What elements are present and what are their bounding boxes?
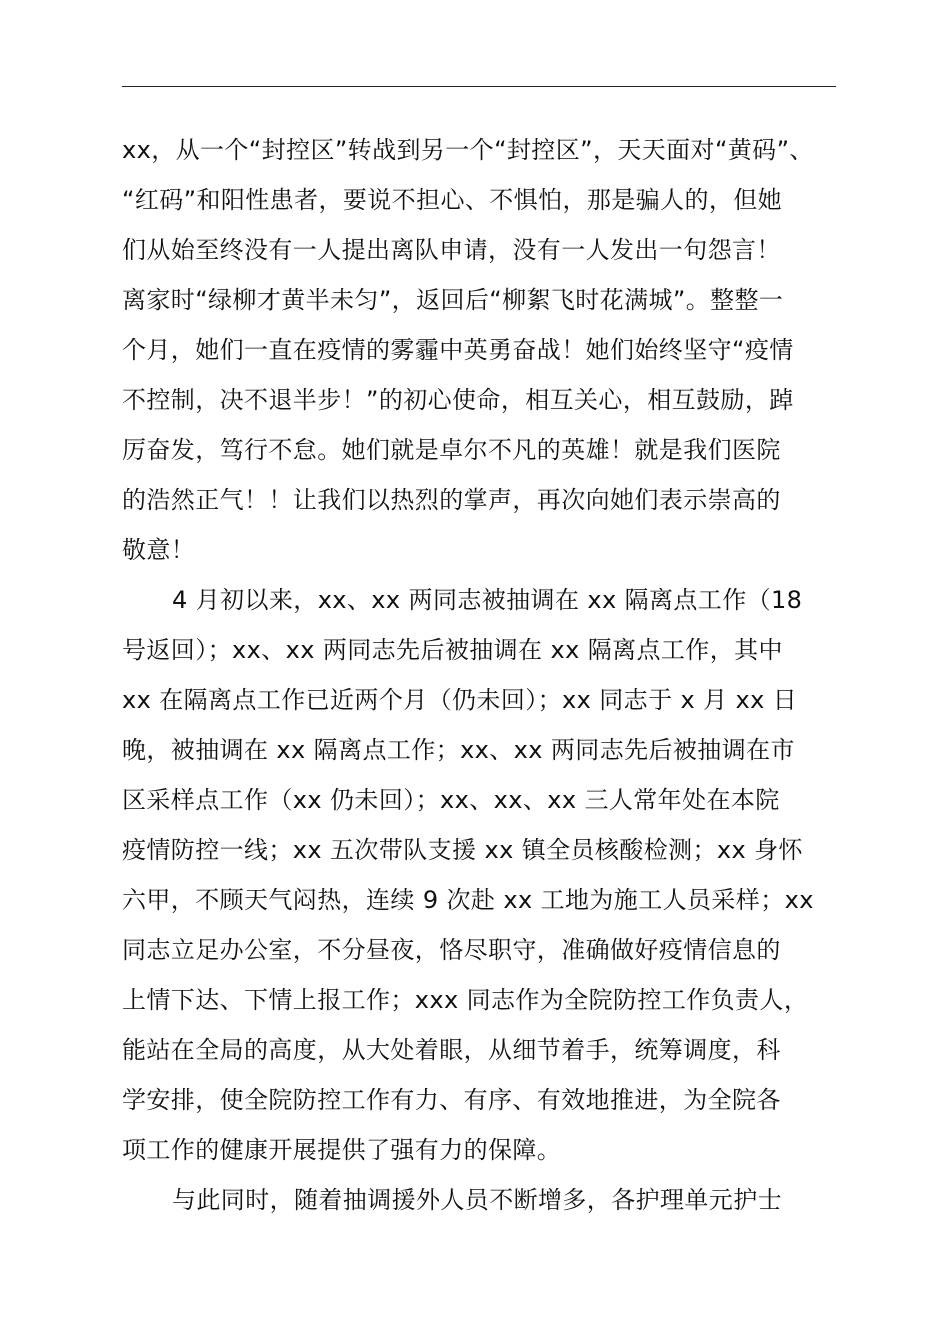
text-line: 号返回）；xx、xx 两同志先后被抽调在 xx 隔离点工作，其中 xyxy=(122,636,783,664)
text-line: 学安排，使全院防控工作有力、有序、有效地推进，为全院各 xyxy=(122,1086,781,1114)
text-line: 同志立足办公室，不分昼夜，恪尽职守，准确做好疫情信息的 xyxy=(122,936,781,964)
text-line: 项工作的健康开展提供了强有力的保障。 xyxy=(122,1136,562,1164)
text-line: 个月，她们一直在疫情的雾霾中英勇奋战！她们始终坚守“疫情 xyxy=(122,336,794,364)
text-line: 六甲，不顾天气闷热，连续 9 次赴 xx 工地为施工人员采样；xx xyxy=(122,886,814,914)
text-line: 晚，被抽调在 xx 隔离点工作；xx、xx 两同志先后被抽调在市 xyxy=(122,736,795,764)
text-line: 与此同时，随着抽调援外人员不断增多，各护理单元护士 xyxy=(172,1186,782,1214)
text-line: 们从始至终没有一人提出离队申请，没有一人发出一句怨言！ xyxy=(122,236,781,264)
text-line: xx 在隔离点工作已近两个月（仍未回）；xx 同志于 x 月 xx 日 xyxy=(122,686,798,714)
text-line: 厉奋发，笃行不怠。她们就是卓尔不凡的英雄！就是我们医院 xyxy=(122,436,781,464)
text-line: xx，从一个“封控区”转战到另一个“封控区”，天天面对“黄码”、 xyxy=(122,136,814,164)
text-line: 离家时“绿柳才黄半未匀”，返回后“柳絮飞时花满城”。整整一 xyxy=(122,286,784,314)
text-line: “红码”和阳性患者，要说不担心、不惧怕，那是骗人的，但她 xyxy=(122,186,783,214)
text-line: 的浩然正气！！让我们以热烈的掌声，再次向她们表示崇高的 xyxy=(122,486,781,514)
text-line: 能站在全局的高度，从大处着眼，从细节着手，统筹调度，科 xyxy=(122,1036,781,1064)
text-line: 4 月初以来，xx、xx 两同志被抽调在 xx 隔离点工作（18 xyxy=(172,586,803,614)
text-line: 上情下达、下情上报工作；xxx 同志作为全院防控工作负责人， xyxy=(122,986,809,1014)
text-line: 疫情防控一线；xx 五次带队支援 xx 镇全员核酸检测；xx 身怀 xyxy=(122,836,803,864)
text-line: 不控制，决不退半步！”的初心使命，相互关心，相互鼓励，踔 xyxy=(122,386,794,414)
text-line: 区采样点工作（xx 仍未回）；xx、xx、xx 三人常年处在本院 xyxy=(122,786,780,814)
text-line: 敬意！ xyxy=(122,536,196,564)
header-rule xyxy=(122,86,836,87)
